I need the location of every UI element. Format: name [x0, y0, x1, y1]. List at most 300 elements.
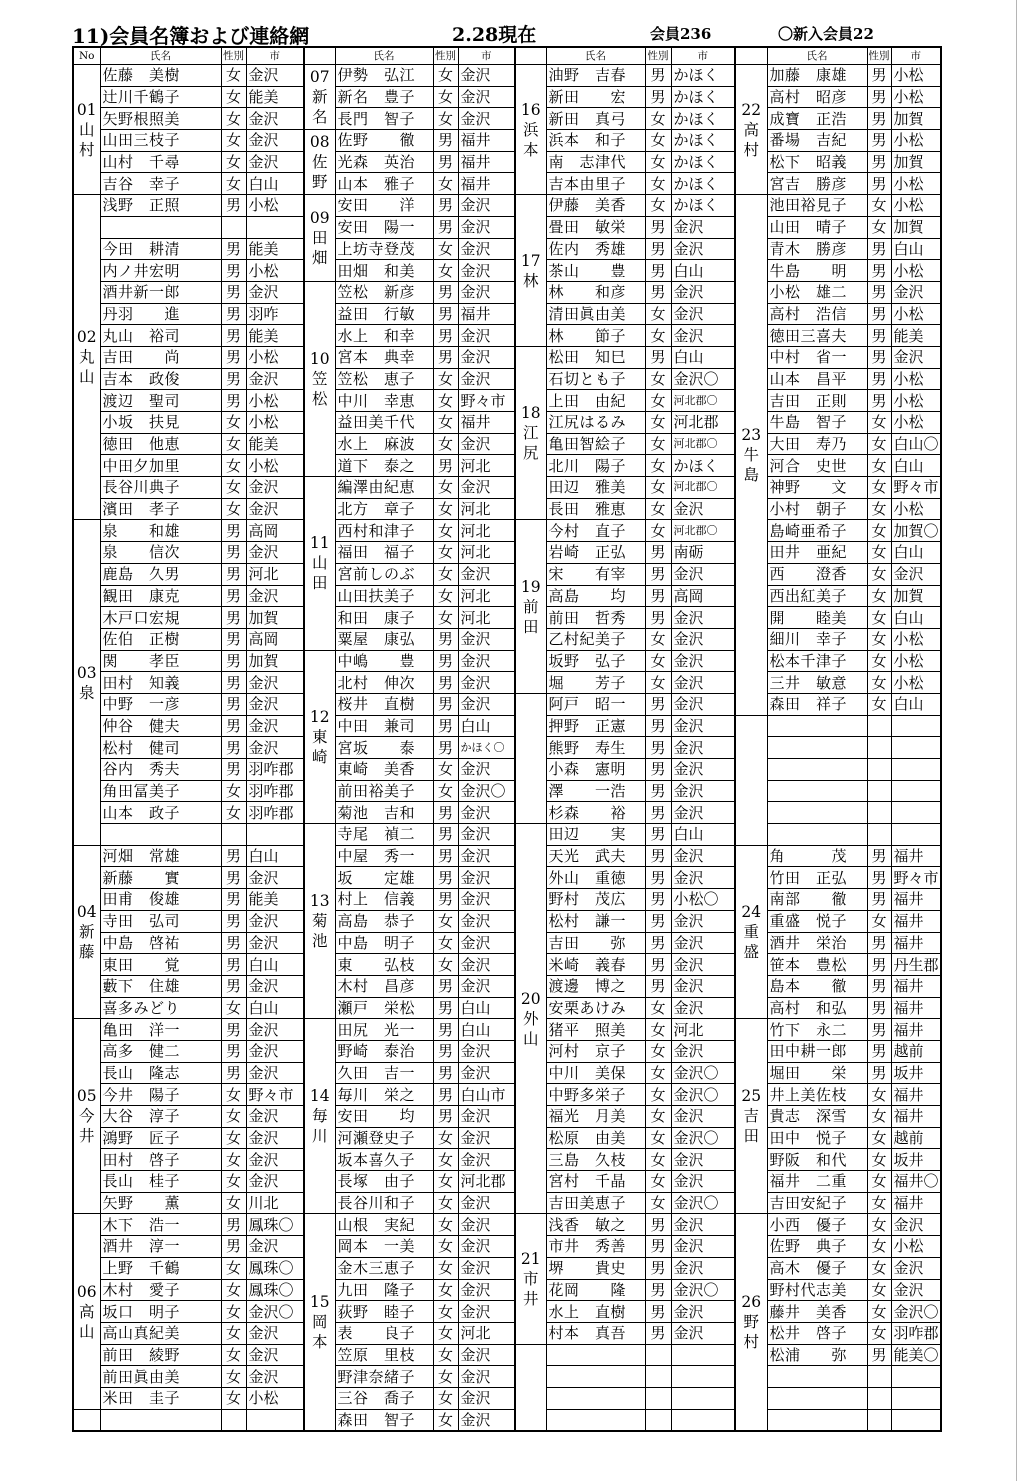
member-city: 金沢 — [458, 1387, 515, 1409]
member-name: 高島 恭子 — [335, 910, 433, 932]
member-city: 金沢 — [671, 932, 735, 954]
member-sex: 女 — [645, 1192, 671, 1214]
table-row — [73, 412, 941, 434]
member-name: 杉森 裕 — [546, 802, 645, 824]
group-label: 08 佐 野 — [304, 130, 335, 195]
member-count: 会員236 — [650, 25, 712, 43]
member-sex: 女 — [645, 997, 671, 1019]
member-city: 金沢 — [246, 368, 304, 390]
member-name: 松下 昭義 — [767, 151, 867, 173]
member-sex: 女 — [867, 1279, 891, 1301]
member-sex: 女 — [221, 173, 246, 195]
member-city: 能美 — [246, 238, 304, 260]
member-name: 田中 悦子 — [767, 1127, 867, 1149]
member-sex: 男 — [867, 130, 891, 152]
member-city: 福井 — [458, 303, 515, 325]
member-sex: 女 — [433, 1236, 458, 1258]
table-row — [73, 325, 941, 347]
member-name — [767, 759, 867, 781]
member-name: 開 睦美 — [767, 607, 867, 629]
member-sex: 女 — [645, 368, 671, 390]
member-sex: 女 — [221, 108, 246, 130]
member-sex: 男 — [645, 346, 671, 368]
member-name: 笹本 豊松 — [767, 954, 867, 976]
member-name: 小西 優子 — [767, 1214, 867, 1236]
member-city: かほく — [671, 65, 735, 87]
member-city — [891, 759, 941, 781]
member-sex: 男 — [645, 759, 671, 781]
member-city: 白山 — [458, 997, 515, 1019]
member-city: 小松 — [891, 130, 941, 152]
member-city: 羽咋郡 — [246, 759, 304, 781]
member-city: 福井 — [458, 151, 515, 173]
group-label: 25 吉 田 — [735, 1019, 767, 1214]
member-sex: 男 — [433, 281, 458, 303]
member-name: 吉田 正則 — [767, 390, 867, 412]
member-city: 河北 — [458, 455, 515, 477]
member-name: 佐野 徹 — [335, 130, 433, 152]
member-name — [767, 824, 867, 846]
member-name: 青木 勝彦 — [767, 238, 867, 260]
member-sex: 女 — [433, 585, 458, 607]
member-sex: 女 — [221, 86, 246, 108]
member-sex: 男 — [433, 1106, 458, 1128]
member-name — [767, 1387, 867, 1409]
col-header-city: 市 — [671, 47, 735, 65]
member-city: 金沢 — [671, 1149, 735, 1171]
member-city: 白山 — [671, 260, 735, 282]
member-sex: 男 — [221, 303, 246, 325]
member-sex — [867, 737, 891, 759]
member-name: 笠松 恵子 — [335, 368, 433, 390]
member-city: 福井 — [458, 130, 515, 152]
member-city: 金沢 — [458, 563, 515, 585]
member-city: 金沢 — [458, 845, 515, 867]
member-city: 福井 — [891, 845, 941, 867]
member-name: 田辺 実 — [546, 824, 645, 846]
member-sex — [645, 1366, 671, 1388]
member-name: 島崎亜希子 — [767, 520, 867, 542]
member-sex: 女 — [645, 520, 671, 542]
member-city: 金沢 — [246, 1366, 304, 1388]
member-name: 中川 美保 — [546, 1062, 645, 1084]
member-name: 山村 千尋 — [100, 151, 221, 173]
member-sex: 女 — [221, 802, 246, 824]
member-sex — [867, 1387, 891, 1409]
member-name: 九田 隆子 — [335, 1279, 433, 1301]
member-city: 金沢 — [246, 1149, 304, 1171]
table-row — [73, 151, 941, 173]
member-city: 福井 — [458, 173, 515, 195]
table-row — [73, 346, 941, 368]
member-city: 金沢 — [671, 1236, 735, 1258]
member-city: 河北 — [458, 607, 515, 629]
member-sex: 女 — [221, 1366, 246, 1388]
table-row — [73, 845, 941, 867]
member-city: 河北 — [458, 542, 515, 564]
member-name: 藪下 住雄 — [100, 975, 221, 997]
member-name: 野崎 泰治 — [335, 1040, 433, 1062]
member-city: 羽咋郡 — [246, 802, 304, 824]
member-sex: 男 — [645, 780, 671, 802]
member-sex: 男 — [221, 1062, 246, 1084]
member-sex: 女 — [867, 1236, 891, 1258]
member-city: 金沢 — [458, 628, 515, 650]
member-sex: 男 — [433, 1062, 458, 1084]
table-row — [73, 954, 941, 976]
member-city: 鳳珠〇 — [246, 1214, 304, 1236]
table-row — [73, 1149, 941, 1171]
member-name: 吉本由里子 — [546, 173, 645, 195]
member-sex: 男 — [433, 1084, 458, 1106]
table-row — [73, 455, 941, 477]
member-city: 越前 — [891, 1040, 941, 1062]
group-label: 09 田 畑 — [304, 195, 335, 282]
member-city — [891, 1366, 941, 1388]
member-sex — [645, 1344, 671, 1366]
member-sex: 男 — [433, 845, 458, 867]
member-city: 小松 — [891, 412, 941, 434]
member-sex: 女 — [433, 1322, 458, 1344]
member-name: 吉本 政俊 — [100, 368, 221, 390]
member-name: 関 孝臣 — [100, 650, 221, 672]
member-city: 河北 — [458, 520, 515, 542]
member-sex — [221, 216, 246, 238]
member-name: 山田三枝子 — [100, 130, 221, 152]
member-sex: 男 — [221, 1214, 246, 1236]
member-sex: 女 — [433, 1409, 458, 1431]
member-name: 佐野 典子 — [767, 1236, 867, 1258]
member-name: 田村 知義 — [100, 672, 221, 694]
member-city: 南砺 — [671, 542, 735, 564]
member-name: 長谷川典子 — [100, 477, 221, 499]
member-name: 北方 章子 — [335, 498, 433, 520]
member-name: 高村 和弘 — [767, 997, 867, 1019]
member-city: 能美 — [891, 325, 941, 347]
member-sex: 女 — [867, 672, 891, 694]
member-sex: 男 — [221, 693, 246, 715]
member-city: 金沢 — [671, 303, 735, 325]
member-sex: 男 — [867, 845, 891, 867]
member-name: 清田眞由美 — [546, 303, 645, 325]
member-city: 金沢 — [246, 1127, 304, 1149]
member-sex: 男 — [221, 585, 246, 607]
member-city: 白山 — [458, 1019, 515, 1041]
member-city: 小松 — [891, 65, 941, 87]
member-sex: 男 — [867, 1344, 891, 1366]
member-sex: 女 — [645, 195, 671, 217]
member-sex: 男 — [867, 260, 891, 282]
member-sex: 男 — [645, 867, 671, 889]
member-city: 小松 — [891, 672, 941, 694]
member-sex: 男 — [221, 889, 246, 911]
member-city: 福井 — [891, 975, 941, 997]
member-sex: 男 — [645, 1236, 671, 1258]
member-sex: 女 — [221, 498, 246, 520]
member-city: 白山 — [246, 997, 304, 1019]
member-sex: 男 — [433, 346, 458, 368]
member-sex: 女 — [433, 238, 458, 260]
member-city: 金沢 — [246, 693, 304, 715]
member-sex: 男 — [433, 889, 458, 911]
member-name: 長田 雅恵 — [546, 498, 645, 520]
group-label: 12 東 崎 — [304, 650, 335, 824]
member-name: 米崎 義春 — [546, 954, 645, 976]
member-name: 坂 定雄 — [335, 867, 433, 889]
member-name: 天光 武夫 — [546, 845, 645, 867]
member-sex: 女 — [433, 390, 458, 412]
member-name — [546, 1409, 645, 1431]
member-city: 白山 — [246, 845, 304, 867]
member-city: 金沢 — [671, 975, 735, 997]
member-sex: 女 — [645, 477, 671, 499]
member-sex: 女 — [221, 1106, 246, 1128]
member-sex: 男 — [221, 607, 246, 629]
group-label: 18 江 尻 — [515, 346, 546, 520]
table-row — [73, 542, 941, 564]
table-row — [73, 1192, 941, 1214]
member-sex: 女 — [433, 1192, 458, 1214]
table-row — [73, 1084, 941, 1106]
table-row — [73, 1040, 941, 1062]
member-name: 西村和津子 — [335, 520, 433, 542]
member-name: 三谷 喬子 — [335, 1387, 433, 1409]
member-sex: 女 — [867, 585, 891, 607]
member-name: 前田 哲秀 — [546, 607, 645, 629]
member-name: 菊池 吉和 — [335, 802, 433, 824]
member-city: かほく — [671, 455, 735, 477]
member-city: 金沢 — [246, 910, 304, 932]
member-name: 田甫 俊雄 — [100, 889, 221, 911]
member-name: 安田 均 — [335, 1106, 433, 1128]
member-city: 金沢 — [671, 1214, 735, 1236]
member-name: 堀 芳子 — [546, 672, 645, 694]
member-sex: 男 — [433, 455, 458, 477]
member-name: 観田 康克 — [100, 585, 221, 607]
member-sex: 女 — [867, 650, 891, 672]
member-city: 金沢〇 — [671, 1127, 735, 1149]
member-city: かほく — [671, 195, 735, 217]
member-city: 金沢 — [246, 715, 304, 737]
member-sex: 女 — [433, 542, 458, 564]
member-name: 安田 陽一 — [335, 216, 433, 238]
member-name: 毎川 栄之 — [335, 1084, 433, 1106]
member-name: 中島 啓祐 — [100, 932, 221, 954]
table-row — [73, 672, 941, 694]
member-name: 安田 洋 — [335, 195, 433, 217]
col-header-sex: 性別 — [645, 47, 671, 65]
member-name: 酒井 栄治 — [767, 932, 867, 954]
member-sex: 男 — [645, 932, 671, 954]
member-city: 金沢 — [458, 932, 515, 954]
member-name: 佐藤 美樹 — [100, 65, 221, 87]
member-sex: 男 — [645, 563, 671, 585]
member-sex: 女 — [221, 151, 246, 173]
col-header-city: 市 — [246, 47, 304, 65]
member-city: かほく — [671, 108, 735, 130]
member-name: 編澤由紀恵 — [335, 477, 433, 499]
member-name: 大谷 淳子 — [100, 1106, 221, 1128]
member-city: 金沢 — [458, 325, 515, 347]
new-member-count: 〇新入会員22 — [778, 25, 874, 43]
member-name: 和田 康子 — [335, 607, 433, 629]
group-label: 06 高 山 — [73, 1214, 100, 1409]
header-row — [73, 47, 941, 65]
member-name: 細川 幸子 — [767, 628, 867, 650]
member-name: 村上 信義 — [335, 889, 433, 911]
member-sex: 男 — [867, 238, 891, 260]
group-label: 13 菊 池 — [304, 824, 335, 1019]
member-name: 前田眞由美 — [100, 1366, 221, 1388]
member-city: 金沢 — [671, 672, 735, 694]
member-sex: 男 — [221, 542, 246, 564]
member-sex: 女 — [221, 65, 246, 87]
member-city: 金沢 — [246, 932, 304, 954]
member-city: 金沢 — [458, 108, 515, 130]
member-name: 酒井新一郎 — [100, 281, 221, 303]
member-name: 中川 幸恵 — [335, 390, 433, 412]
member-sex: 女 — [867, 1257, 891, 1279]
page-edge-rule — [1016, 0, 1017, 1481]
member-sex: 男 — [221, 346, 246, 368]
col-header-blank — [304, 47, 335, 65]
col-header-sex: 性別 — [867, 47, 891, 65]
member-city: 鳳珠〇 — [246, 1257, 304, 1279]
member-name: 荻野 睦子 — [335, 1301, 433, 1323]
member-name: 松浦 弥 — [767, 1344, 867, 1366]
member-sex: 女 — [645, 1171, 671, 1193]
member-sex: 女 — [645, 628, 671, 650]
member-city: 小松 — [891, 390, 941, 412]
group-label: 15 岡 本 — [304, 1214, 335, 1431]
member-sex: 男 — [433, 216, 458, 238]
member-sex: 男 — [221, 628, 246, 650]
member-name: 澤 一浩 — [546, 780, 645, 802]
member-sex: 女 — [433, 759, 458, 781]
member-sex: 男 — [221, 1019, 246, 1041]
member-city: 金沢 — [671, 216, 735, 238]
member-sex: 女 — [867, 1322, 891, 1344]
member-sex: 男 — [645, 1279, 671, 1301]
member-sex: 男 — [221, 563, 246, 585]
member-name: 今村 直子 — [546, 520, 645, 542]
table-row — [73, 563, 941, 585]
member-name: 宮前しのぶ — [335, 563, 433, 585]
table-row — [73, 303, 941, 325]
member-name: 安栗あけみ — [546, 997, 645, 1019]
member-sex: 女 — [867, 1106, 891, 1128]
member-name: 吉田 弥 — [546, 932, 645, 954]
member-sex: 男 — [221, 715, 246, 737]
member-name: 南 志津代 — [546, 151, 645, 173]
member-sex: 女 — [433, 1301, 458, 1323]
member-sex: 男 — [645, 216, 671, 238]
member-sex: 男 — [867, 997, 891, 1019]
member-name — [767, 802, 867, 824]
member-name: 水上 和幸 — [335, 325, 433, 347]
member-name: 松原 由美 — [546, 1127, 645, 1149]
member-name: 浜本 和子 — [546, 130, 645, 152]
col-header-blank — [515, 47, 546, 65]
member-sex: 男 — [645, 1257, 671, 1279]
member-name: 三島 久枝 — [546, 1149, 645, 1171]
member-name: 笠原 里枝 — [335, 1344, 433, 1366]
member-sex: 女 — [867, 628, 891, 650]
table-row — [73, 802, 941, 824]
member-city: 金沢 — [246, 477, 304, 499]
member-sex: 女 — [867, 195, 891, 217]
member-sex: 男 — [867, 346, 891, 368]
member-city: 白山 — [246, 954, 304, 976]
member-name: 角田冨美子 — [100, 780, 221, 802]
table-row — [73, 1344, 941, 1366]
member-name: 竹下 永二 — [767, 1019, 867, 1041]
member-city: 金沢 — [671, 845, 735, 867]
member-city: 金沢 — [458, 195, 515, 217]
member-city: 加賀 — [891, 585, 941, 607]
member-city: 福井 — [458, 412, 515, 434]
member-city: 川北 — [246, 1192, 304, 1214]
member-name: 長山 桂子 — [100, 1171, 221, 1193]
member-name: 宋 有宰 — [546, 563, 645, 585]
member-sex — [867, 780, 891, 802]
group-label: 26 野 村 — [735, 1214, 767, 1431]
member-name: 益田 行敏 — [335, 303, 433, 325]
member-city — [246, 1409, 304, 1431]
member-city: 金沢 — [458, 86, 515, 108]
member-city: 福井 — [891, 1106, 941, 1128]
member-sex: 女 — [645, 173, 671, 195]
member-sex: 女 — [221, 1301, 246, 1323]
member-sex: 女 — [221, 1279, 246, 1301]
member-name: 瀬戸 栄松 — [335, 997, 433, 1019]
table-row — [73, 737, 941, 759]
member-sex: 女 — [433, 607, 458, 629]
member-sex: 女 — [221, 1127, 246, 1149]
member-city: 金沢 — [671, 715, 735, 737]
member-name: 成寶 正浩 — [767, 108, 867, 130]
member-sex: 男 — [433, 802, 458, 824]
member-name: 水上 麻波 — [335, 433, 433, 455]
member-sex — [867, 1366, 891, 1388]
group-label: 07 新 名 — [304, 65, 335, 130]
member-city: 白山〇 — [891, 433, 941, 455]
member-name — [100, 216, 221, 238]
member-name: 松村 健司 — [100, 737, 221, 759]
member-city: 能美 — [246, 86, 304, 108]
member-name: 岡本 一美 — [335, 1236, 433, 1258]
member-city: 河北郡〇 — [671, 477, 735, 499]
member-city: 金沢 — [458, 216, 515, 238]
member-name: 宮村 千晶 — [546, 1171, 645, 1193]
member-name: 米田 圭子 — [100, 1387, 221, 1409]
member-sex: 男 — [645, 693, 671, 715]
member-name: 島本 徹 — [767, 975, 867, 997]
member-sex: 男 — [221, 195, 246, 217]
member-sex: 女 — [645, 455, 671, 477]
member-name: 宮本 典幸 — [335, 346, 433, 368]
table-row — [73, 281, 941, 303]
member-city: 金沢 — [458, 1149, 515, 1171]
member-city: 金沢 — [246, 1236, 304, 1258]
member-sex: 女 — [645, 1127, 671, 1149]
member-name: 長塚 由子 — [335, 1171, 433, 1193]
member-sex: 女 — [433, 1149, 458, 1171]
member-name: 長門 智子 — [335, 108, 433, 130]
member-city: 金沢〇 — [671, 1084, 735, 1106]
member-name: 吉田安紀子 — [767, 1192, 867, 1214]
member-sex: 女 — [221, 1257, 246, 1279]
